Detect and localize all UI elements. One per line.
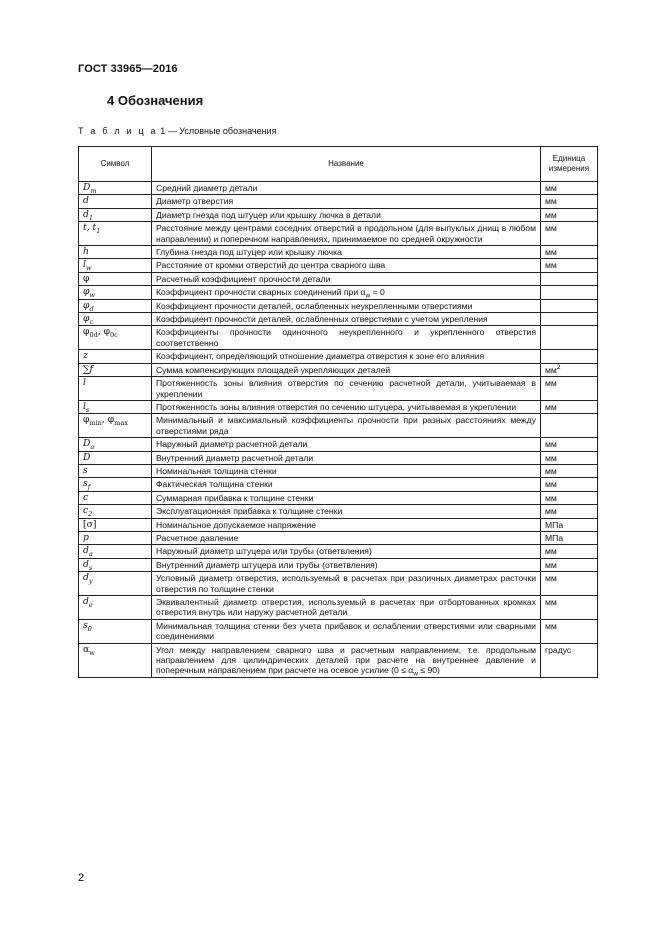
name-cell <box>152 478 541 491</box>
unit-cell <box>541 259 598 272</box>
table-row <box>79 350 598 363</box>
table-body <box>79 182 598 678</box>
name-cell <box>152 272 541 285</box>
name-cell <box>152 326 541 350</box>
name-text: Диаметр отверстия <box>156 196 234 207</box>
unit-text: мм <box>545 223 557 234</box>
table-caption-text: 1 — Условные обозначения <box>160 126 277 136</box>
symbol-cell <box>79 558 152 571</box>
unit-cell <box>541 246 598 259</box>
symbol-subscript: w <box>89 291 96 300</box>
symbol-text: d <box>83 208 89 220</box>
symbol-subscript-2: max <box>114 419 128 428</box>
table-row <box>79 558 598 571</box>
header-unit: Единица измерения <box>541 147 598 182</box>
symbol-cell <box>79 326 152 350</box>
name-text: Коэффициент, определяющий отношение диаметра отверстия к зоне его влияния <box>156 351 485 362</box>
unit-cell <box>541 596 598 620</box>
notation-table <box>78 146 598 678</box>
symbol-cell <box>79 464 152 477</box>
name-text: Коэффициенты прочности одиночного неукрепленного и укрепленного отверстия соответственно <box>156 327 536 348</box>
name-cell <box>152 259 541 272</box>
name-text-after: ≤ 90) <box>417 665 440 676</box>
header-symbol: Символ <box>79 147 152 182</box>
section-title: 4 Обозначения <box>107 93 204 108</box>
unit-cell <box>541 286 598 299</box>
name-text: Глубина гнезда под штуцер или крышку лючка <box>156 247 342 258</box>
symbol-cell <box>79 505 152 518</box>
table-row <box>79 545 598 558</box>
unit-cell <box>541 478 598 491</box>
name-cell <box>152 596 541 620</box>
table-row <box>79 363 598 376</box>
symbol-cell <box>79 222 152 246</box>
name-text: Минимальная толщина стенки без учета прибавок и ослаблении отверстиями или сварными соединениями <box>156 620 536 642</box>
name-text: Средний диаметр детали <box>156 183 258 193</box>
symbol-cell <box>79 350 152 363</box>
symbol-subscript-2: 0c <box>110 331 118 340</box>
symbol-cell <box>79 414 152 438</box>
name-cell <box>152 182 541 195</box>
unit-cell <box>541 400 598 413</box>
unit-text: мм <box>545 559 557 570</box>
unit-superscript: 2 <box>556 363 561 371</box>
symbol-cell <box>79 272 152 285</box>
symbol-subscript: 2 <box>88 509 93 518</box>
name-cell <box>152 643 541 677</box>
symbol-cell <box>79 195 152 208</box>
symbol-text: φ <box>83 286 90 298</box>
symbol-cell <box>79 643 152 677</box>
symbol-cell <box>79 438 152 451</box>
unit-cell <box>541 313 598 326</box>
name-text: Расчетный коэффициент прочности детали <box>156 273 331 284</box>
symbol-text: d <box>83 572 89 584</box>
symbol-text: φ <box>83 326 90 338</box>
unit-text: мм <box>545 247 557 258</box>
name-text: Коэффициент прочности деталей, ослабленных неукрепленными отверстиями <box>156 300 473 311</box>
name-text: Номинальное допускаемое напряжение <box>156 519 317 530</box>
symbol-cell <box>79 363 152 376</box>
name-text: Минимальный и максимальный коэффициенты прочности при разных расстояниях между отверстиями ряда <box>156 415 536 436</box>
name-cell <box>152 350 541 363</box>
table-row <box>79 491 598 504</box>
symbol-text: d <box>83 558 89 570</box>
symbol-cell <box>79 208 152 221</box>
unit-cell <box>541 363 598 376</box>
symbol-text: c <box>83 491 89 503</box>
unit-cell <box>541 505 598 518</box>
symbol-text: φ <box>83 299 90 311</box>
unit-text: МПа <box>545 519 564 530</box>
unit-text: мм <box>545 546 557 557</box>
symbol-text: ∑f <box>83 363 93 375</box>
name-cell <box>152 377 541 401</box>
table-row <box>79 414 598 438</box>
name-text: Сумма компенсирующих площадей укрепляющих деталей <box>156 364 391 375</box>
name-text: Диаметр гнезда под штуцер или крышку лючка в детали <box>156 209 381 220</box>
name-text: Суммарная прибавка к толщине стенки <box>156 492 314 503</box>
table-row <box>79 222 598 246</box>
name-text: Условный диаметр отверстия, используемый в расчетах при различных диаметрах расточки отверстия по толщине стенки <box>156 573 536 594</box>
symbol-text: h <box>83 246 89 258</box>
unit-cell <box>541 414 598 438</box>
page-number: 2 <box>78 872 85 884</box>
name-cell <box>152 363 541 376</box>
unit-cell <box>541 451 598 464</box>
table-row <box>79 572 598 596</box>
name-cell <box>152 400 541 413</box>
symbol-subscript: c <box>89 317 94 326</box>
table-row <box>79 464 598 477</box>
symbol-text: D <box>83 451 91 463</box>
header-name: Название <box>152 147 541 182</box>
unit-cell <box>541 195 598 208</box>
name-cell <box>152 195 541 208</box>
unit-cell <box>541 182 598 195</box>
symbol-subscript: y <box>88 577 93 586</box>
unit-cell <box>541 518 598 531</box>
unit-text: МПа <box>545 532 564 543</box>
table-row <box>79 596 598 620</box>
symbol-cell <box>79 259 152 272</box>
name-text: Угол между направлением сварного шва и расчетным направлением, т.е. продольным направлением для цилиндрических деталей при расчете на внутреннее давление и поперечным направлением при расчете на осевое усилие (0 ≤ α <box>156 644 536 676</box>
symbol-text: p <box>83 531 89 543</box>
symbol-subscript: 0 <box>87 624 92 633</box>
name-text: Наружный диаметр штуцера или трубы (ответвления) <box>156 546 372 557</box>
unit-cell <box>541 208 598 221</box>
symbol-subscript: d <box>89 304 94 313</box>
table-row <box>79 478 598 491</box>
unit-cell <box>541 531 598 544</box>
table-row <box>79 259 598 272</box>
unit-cell <box>541 643 598 677</box>
name-cell <box>152 558 541 571</box>
name-cell <box>152 313 541 326</box>
unit-cell <box>541 326 598 350</box>
name-text-after: = 0 <box>370 287 385 298</box>
name-cell <box>152 531 541 544</box>
name-cell <box>152 572 541 596</box>
symbol-cell <box>79 545 152 558</box>
unit-cell <box>541 377 598 401</box>
symbol-text: φ <box>83 272 90 284</box>
name-subscript: w <box>413 671 418 679</box>
symbol-subscript: m <box>90 186 97 195</box>
name-text: Коэффициент прочности сварных соединений при α <box>156 287 366 298</box>
symbol-subscript: f <box>87 483 91 492</box>
symbol-subscript: w <box>89 648 95 657</box>
name-cell <box>152 518 541 531</box>
unit-cell <box>541 572 598 596</box>
symbol-subscript: a <box>88 550 93 559</box>
symbol-cell <box>79 400 152 413</box>
unit-cell <box>541 464 598 477</box>
table-row <box>79 619 598 643</box>
name-text: Расстояние от кромки отверстий до центра сварного шва <box>156 260 386 271</box>
symbol-subscript: 1 <box>96 227 101 236</box>
unit-text: мм <box>545 196 557 207</box>
name-cell <box>152 451 541 464</box>
table-row <box>79 299 598 312</box>
symbol-text: [σ] <box>83 518 97 530</box>
name-text: Расчетное давление <box>156 532 239 543</box>
unit-text: мм <box>545 597 557 607</box>
document-code: ГОСТ 33965—2016 <box>78 63 178 75</box>
symbol-cell <box>79 478 152 491</box>
symbol-cell <box>79 313 152 326</box>
symbol-cell <box>79 182 152 195</box>
table-caption <box>78 126 276 136</box>
name-cell <box>152 505 541 518</box>
name-text: Внутренний диаметр расчетной детали <box>156 452 314 463</box>
name-cell <box>152 222 541 246</box>
unit-text: мм <box>545 260 557 271</box>
unit-cell <box>541 491 598 504</box>
symbol-subscript: s <box>85 405 90 414</box>
unit-text: мм <box>545 209 557 220</box>
table-row <box>79 208 598 221</box>
name-text: Наружный диаметр расчетной детали <box>156 439 308 450</box>
name-text: Эксплуатационная прибавка к толщине стенки <box>156 506 343 517</box>
name-cell <box>152 414 541 438</box>
symbol-text: l <box>83 377 86 389</box>
symbol-text: s <box>83 478 88 490</box>
name-cell <box>152 464 541 477</box>
symbol-text: D <box>83 438 91 450</box>
unit-text: мм <box>545 506 557 517</box>
symbol-text: z <box>83 350 88 362</box>
symbol-text-2: , φ <box>97 326 111 338</box>
symbol-text: d <box>83 195 89 207</box>
name-text: Внутренний диаметр штуцера или трубы (ответвления) <box>156 559 378 570</box>
unit-text: мм <box>545 452 557 463</box>
symbol-subscript: 0d <box>89 331 98 340</box>
name-subscript: w <box>365 292 371 300</box>
table-row <box>79 286 598 299</box>
symbol-text: α <box>83 643 90 655</box>
symbol-subscript: min <box>89 419 102 428</box>
name-text: Эквивалентный диаметр отверстия, используемый в расчетах при отбортованных кромках отверстия внутрь или наружу расчетной детали <box>156 597 536 618</box>
name-text: Фактическая толщина стенки <box>156 479 273 490</box>
symbol-text: l <box>83 259 86 271</box>
table-header-row <box>79 147 598 182</box>
table-row <box>79 531 598 544</box>
unit-cell <box>541 272 598 285</box>
unit-text: мм <box>545 573 557 584</box>
name-cell <box>152 438 541 451</box>
unit-text: мм <box>545 364 557 375</box>
unit-cell <box>541 222 598 246</box>
table-row <box>79 438 598 451</box>
table-row <box>79 313 598 326</box>
unit-cell <box>541 558 598 571</box>
unit-text: мм <box>545 479 557 490</box>
unit-text: мм <box>545 183 557 193</box>
symbol-cell <box>79 377 152 401</box>
symbol-cell <box>79 451 152 464</box>
unit-text: мм <box>545 492 557 503</box>
table-row <box>79 246 598 259</box>
name-cell <box>152 208 541 221</box>
unit-text: градус <box>545 644 572 655</box>
unit-text: мм <box>545 439 557 450</box>
symbol-cell <box>79 596 152 620</box>
symbol-text: c <box>83 505 89 517</box>
table-row <box>79 451 598 464</box>
symbol-cell <box>79 246 152 259</box>
table-row <box>79 377 598 401</box>
unit-cell <box>541 619 598 643</box>
symbol-cell <box>79 299 152 312</box>
symbol-cell <box>79 286 152 299</box>
symbol-cell <box>79 531 152 544</box>
symbol-cell <box>79 619 152 643</box>
name-cell <box>152 545 541 558</box>
unit-text: мм <box>545 378 557 389</box>
unit-cell <box>541 438 598 451</box>
name-text: Протяженность зоны влияния отверстия по сечению расчетной детали, учитываемая в укреплении <box>156 378 536 399</box>
name-cell <box>152 286 541 299</box>
unit-text: мм <box>545 620 557 631</box>
table-row <box>79 272 598 285</box>
symbol-text: d <box>83 545 89 557</box>
symbol-text: s <box>83 464 88 476</box>
table-row <box>79 400 598 413</box>
name-text: Коэффициент прочности деталей, ослабленных отверстиями с учетом укрепления <box>156 314 488 325</box>
symbol-cell <box>79 572 152 596</box>
name-text: Расстояние между центрами соседних отверстий в продольном (для выпуклых днищ в любом направлении) и поперечном направлениях, принимаемое по средней окружности <box>156 223 536 244</box>
name-cell <box>152 299 541 312</box>
symbol-text-2: , φ <box>101 414 115 426</box>
symbol-text: d <box>83 596 89 607</box>
symbol-subscript: a <box>90 442 95 451</box>
symbol-text: l <box>83 400 86 412</box>
name-cell <box>152 246 541 259</box>
symbol-subscript: e <box>88 600 93 609</box>
table-row <box>79 326 598 350</box>
symbol-text: D <box>83 182 91 193</box>
symbol-text: φ <box>83 414 90 426</box>
symbol-text: φ <box>83 313 90 325</box>
name-text: Номинальная толщина стенки <box>156 465 277 476</box>
table-row <box>79 643 598 677</box>
symbol-text: s <box>83 619 88 631</box>
unit-cell <box>541 350 598 363</box>
unit-cell <box>541 545 598 558</box>
name-cell <box>152 619 541 643</box>
symbol-cell <box>79 518 152 531</box>
unit-text: мм <box>545 465 557 476</box>
table-row <box>79 505 598 518</box>
table-row <box>79 182 598 195</box>
table-caption-prefix: Т а б л и ц а <box>78 126 158 136</box>
symbol-text: t, t <box>83 222 97 234</box>
table-row <box>79 518 598 531</box>
table-row <box>79 195 598 208</box>
name-cell <box>152 491 541 504</box>
symbol-subscript: w <box>85 264 92 273</box>
symbol-subscript: 1 <box>88 213 94 222</box>
unit-cell <box>541 299 598 312</box>
unit-text: мм <box>545 401 557 412</box>
symbol-subscript: s <box>88 563 93 572</box>
name-text: Протяженность зоны влияния отверстия по сечению штуцера, учитываемая в укреплении <box>156 401 517 412</box>
symbol-cell <box>79 491 152 504</box>
